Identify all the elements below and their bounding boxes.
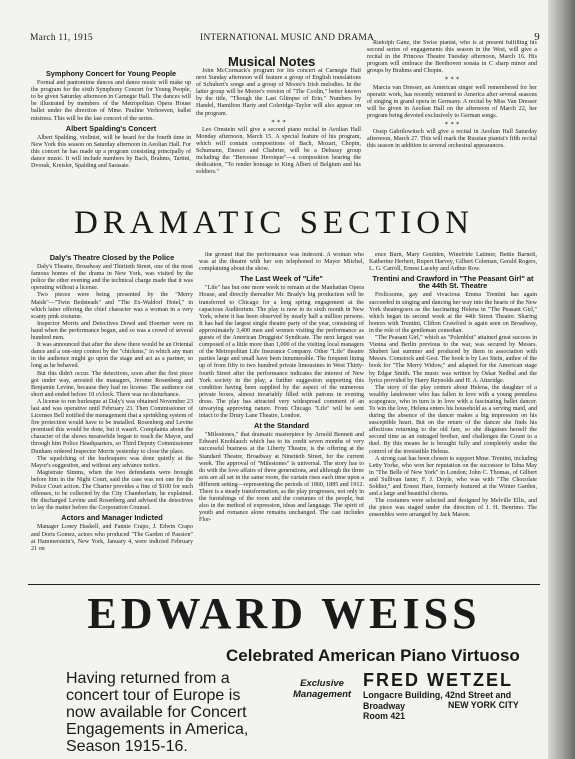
article-paragraph: A strong cast has been chosen to support Mme. Trentini, including Letty Yorke, who won her reputation on the successor to Edna May in "The Belle of New York" in London; John C. Thomas, of Gilbert and Sullivan fame; F. J. Doyle, who was with "The Chocolate Soldier," and Ernest Hare, formerly featured at the Winter Garden, and a large and beautiful chorus. xyxy=(369,455,537,498)
ad-artist-name: EDWARD WEISS xyxy=(87,589,481,638)
article-paragraph: Rudolph Ganz, the Swiss pianist, who is at present fulfilling his second series of engagements this season in the West, will give a recital in the Princess Theatre Tuesday afternoon, March 16. His program will embrace the Beethoven sonata in C sharp minor and groups by Brahms and Chopin. xyxy=(367,40,537,75)
binding-gutter xyxy=(548,0,575,759)
article-heading: The Last Week of "Life" xyxy=(240,274,323,284)
ad-availability-text: Having returned from a concert tour of Europe is now available for Concert Engagements in America, Season 1915-16. xyxy=(66,670,249,755)
musical-notes-heading: Musical Notes xyxy=(228,54,316,69)
ad-top-rule xyxy=(28,584,540,585)
ad-exclusive-label xyxy=(293,678,351,700)
section-title: DRAMATIC SECTION xyxy=(74,205,474,241)
paragraph-separator: ∗ ∗ ∗ xyxy=(444,76,460,83)
page-number: 9 xyxy=(534,31,540,43)
paragraph-separator: ∗ ∗ ∗ xyxy=(444,121,460,128)
article-paragraph: The costumes were selected and designed by Melville Ellis, and the piece was staged under the direction of J. H. Benrimo. The ensembles were arranged by Jack Mason. xyxy=(369,498,537,519)
article-paragraph: Ossip Gabrilowitsch will give a recital in Aeolian Hall Saturday afternoon, March 27. This will mark the Russian pianist's fifth recital this season in addition to several orchestral appearances. xyxy=(367,129,537,150)
paragraph-separator: ∗ ∗ ∗ xyxy=(270,118,287,125)
article-paragraph: But this didn't occur. The detectives, soon after the first piece got under way, arrested the managers, Jerome Rosenberg and Benjamin Levine, because they had no license. The audience cut short and ended before 10 o'clock. There was no disturbance. xyxy=(31,370,193,398)
article-heading: Symphony Concert for Young People xyxy=(45,69,177,78)
ad-city: NEW YORK CITY xyxy=(448,700,519,710)
article-paragraph: Inspector Morris and Detectives Dowd and Hoertser were on hand when the performance began, and so was a crowd of several hundred men. xyxy=(31,320,193,342)
drama-column-3 xyxy=(369,252,537,582)
article-paragraph: Frolicsome, gay and vivacious Emma Trentini has again succeeded in singing and dancing her way into the hearts of the New York theatregoers as the fascinating Helena in "The Peasant Girl," which began its second week at the 44th Street Theatre. Sharing honors with Trentini, Clifton Crawford is again seen on Broadway, in the role of the gentleman comedian. xyxy=(369,292,537,334)
article-paragraph: Albert Spalding, violinist, will be heard for the fourth time in New York this season on Saturday afternoon in Aeolian Hall. For this concert he has made up a program consisting principally of dance music. It will include numbers by Bach, Brahms, Tartini, Dvorak, Kreisler, Spalding and Sarasate. xyxy=(31,134,191,170)
ad-exclusive-line1: Exclusive xyxy=(300,678,344,689)
ad-address-line2: Room 421 xyxy=(363,711,406,721)
article-paragraph: It was announced that after the show there would be an Oriental dance and a one-step contest by the "chickens," in which any man in the audience might go upon the stage and act as a partner, so long as he behaved. xyxy=(31,342,193,370)
issue-date: March 11, 1915 xyxy=(30,33,93,43)
article-paragraph: "The Peasant Girl," which as "Polenblut" attained great success in Vienna and Berlin previous to the war, was secured by Messrs. Shubert last summer and produced by them in association with Messrs. Comstock and Gest. The book is by Leo Stein, author of the book for "The Merry Widow," and adapted for the American stage by Edgar Smith. The music was written by Oskar Nedbal and the lyrics provided by Harry Reynolds and H. A. Atteridge. xyxy=(369,335,537,384)
drama-column-1 xyxy=(31,252,193,582)
article-paragraph: Marcia van Dresser, an American singer well remembered for her operatic work, has recently returned to America after several seasons of singing in grand opera in Germany. A recital by Miss Van Dresser will be given in Aeolian Hall on the afternoon of March 22, her program being devoted exclusively to German songs. xyxy=(367,84,537,119)
article-paragraph: "Milestones," that dramatic masterpiece by Arnold Bennett and Edward Knoblauch which has to its credit seven months of very successful business at the Liberty Theatre, is the offering at the Standard Theatre, Broadway at Ninetieth Street, for the current week. The approval of "Milestones" is universal. The story has to do with the love affairs of three generations, and although the three acts are all set in the same room, the curtain rises each time upon a different setting—representing the periods of 1860, 1885 and 1912. There is a steady transformation, as the play progresses, not only in the furnishings of the room and the costumes of the people, but also in the method of expression, ideas and language. The spirit of youth and romance alone remains unchanged. The cast includes Flor- xyxy=(199,432,364,524)
article-paragraph: The story of the play centers about Helena, the daughter of a wealthy landowner who has fallen in love with a young penniless scapegrace, who in turn is in love with a fascinating ballet dancer. To win the love, Helena enters his household as a serving maid, and during the absence of the dancer makes a big impression on his susceptible heart. But on the return of the dancer she finds his affections returning to the old fare, so she disguises herself the second time as an outraged brother, and challenges the Count to a duel. By this means he is brought fully and completely under the control of the irresistible Helena. xyxy=(369,384,537,455)
article-paragraph: "Life" has but one more week to remain at the Manhattan Opera House, and directly thereafter Mr. Brady's big production will be transferred to Chicago for a long spring engagement at the capacious Auditorium. The play is now in its sixth month in New York, where it has been observed by nearly half a million persons. It has had the largest single theatre party of the year, consisting of approximately 3,400 men and women visiting the performance as guests of the American Druggists' Syndicate. The next largest was composed of a little more than 1,000 of the visiting local managers of the Metropolitan Life Insurance Company. Other "Life" theatre parties large and small have been innumerable. The frequent lining up of from fifty to two hundred private limousines in West Thirty-fourth Street after the performance indicates the interest of New York society in the play, a further suggestion supporting this condition having been supplied by the aspect of the numerous private boxes, almost invariably filled with patrons in evening dress. The play has attracted very widespread comment of an unvarying approving nature. From Chicago "Life" will be sent intact to the Drury Lane Theatre, London. xyxy=(199,285,364,420)
article-paragraph: John McCormack's program for his concert at Carnegie Hall next Sunday afternoon will feature a group of English translations of Schubert's songs and a group of Moore's Irish melodies. In the latter group will be Moore's version of "The Coolin," better known by the title, "Though the Last Glimpse of Erin." Numbers by Handel, Hamilton Harty and Coleridge-Taylor will also appear on the program. xyxy=(196,68,361,117)
article-paragraph: Two pieces were being presented by the "Merry Maids"—"Twin Bedsteads" and "The Ex-Waldorf Hotel," in which latter offering the chief character was a woman in a very scanty pink costume. xyxy=(31,292,193,320)
article-paragraph: Manager Loney Haskell, and Fannie Crapo, J. Edwin Crapo and Doris Gomez, actors who produced "The Garden of Passion" at Hammerstein's, New York, January 4, were indicted February 21 on xyxy=(31,524,193,552)
article-heading: Actors and Manager Indicted xyxy=(61,513,163,523)
article-heading: Albert Spalding's Concert xyxy=(65,123,157,133)
article-paragraph: Magistrate Simms, when the two defendants were brought before him in the Night Court, said the case was not one for the Police Court action. The Charter provides a fine of $100 for such offenses, to be collected by the City Chamberlain, he explained. He discharged Levine and Rosenberg and advised the detectives to lay the matter before the Corporation Counsel. xyxy=(31,469,193,512)
article-paragraph: A license to run burlesque at Daly's was obtained November 23 last and was operative until February 23. Then Commissioner of Licenses Bell notified the management that a sprinkling system of fire protection would have to be installed. Rosenberg and Levine promised this would be done, but it wasn't. Complaints about the character of the shows meanwhile began to reach the Mayor, and through him Police Headquarters, so Third Deputy Commissioner Dunham ordered Inspector Morris yesterday to close the place. xyxy=(31,398,193,455)
top-column-1 xyxy=(31,68,191,198)
advertisement xyxy=(28,588,540,755)
article-paragraph: ence Burn, Mary Goulden, Winefride Latimer, Bettie Barnell, Katherine Herbert, Rupert Harvey, Gilbert Coleman, Gerald Rogers, L. G. Carroll, Ernest Lacehy and Arthur Row. xyxy=(369,252,537,273)
article-paragraph: Leo Ornstein will give a second piano recital in Aeolian Hall Monday afternoon, March 15. A special feature of his program, which will contain compositions of Bach, Mozart, Chopin, Schumann, Enesco and Chabrier, will be a Debussy group including the "Berceuse Heroique"—a composition bearing the dedication, "To render homage to King Albert of Belgium and his soldiers." xyxy=(196,126,361,176)
top-column-2 xyxy=(196,68,361,198)
article-heading: Trentini and Crawford in "The Peasant Girl" at the 44th St. Theatre xyxy=(372,274,534,291)
article-paragraph: Formal and pantomime dances and dance music will make up the program for the sixth Symphony Concert for Young People, to be given Saturday afternoon in Carnegie Hall. The dances will be illustrated by members of the Metropolitan Opera House ballet under the direction of Mme. Pauline Verhoeven, ballet mistress. This will be the last concert of the series. xyxy=(31,80,191,122)
publication-title: INTERNATIONAL MUSIC AND DRAMA xyxy=(200,33,375,43)
article-paragraph: Daly's Theatre, Broadway and Thirtieth Street, one of the most famous homes of the drama in New York, was visited by the police the other evening and the technical charge made that it was operating without a license. xyxy=(31,264,193,292)
ad-address-line1: Longacre Building, 42nd Street and Broadway xyxy=(363,690,512,711)
drama-column-2 xyxy=(199,252,364,582)
article-heading: At the Standard xyxy=(253,421,310,431)
article-heading: Daly's Theatre Closed by the Police xyxy=(49,253,175,262)
ad-manager-name: FRED WETZEL xyxy=(363,670,513,690)
ad-exclusive-line2: Management xyxy=(293,689,352,700)
article-paragraph: the ground that the performance was indecent. A woman who was at the theatre with her son telephoned to Mayor Mitchel, complaining about the show. xyxy=(199,252,364,273)
top-column-3 xyxy=(367,40,537,198)
ad-subtitle: Celebrated American Piano Virtuoso xyxy=(226,646,520,665)
article-paragraph: The squelching of the burlesquers was done quietly at the Mayor's suggestion, and without any advance notice. xyxy=(31,455,193,469)
